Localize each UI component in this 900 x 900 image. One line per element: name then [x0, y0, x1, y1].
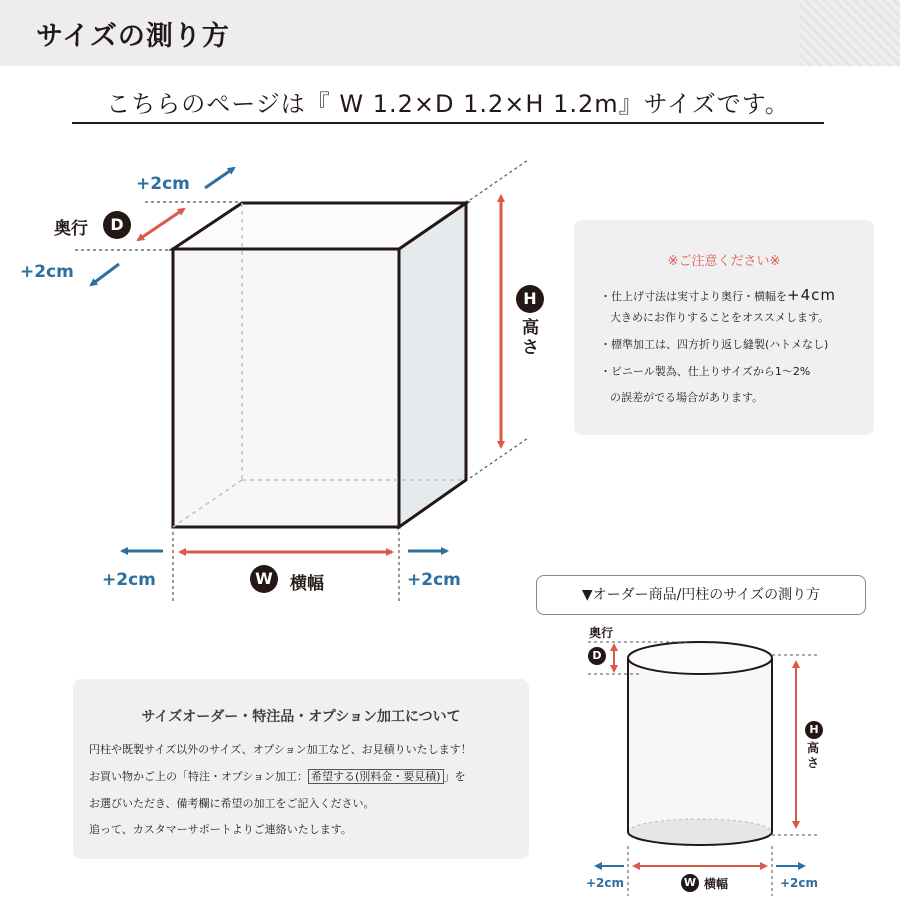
cylinder-section-title: ▼オーダー商品/円柱のサイズの測り方	[536, 575, 866, 615]
depth-label: 奥行	[54, 219, 88, 239]
width-guide-lines	[173, 532, 399, 603]
depth-plus-top-arrow	[205, 168, 234, 188]
custom-order-line-1: 円柱や既製サイズ以外のサイズ、オプション加工など、お見積りいたします！	[89, 743, 472, 756]
notice-title: ※ご注意ください※	[667, 254, 781, 269]
depth-letter-badge: D	[103, 211, 131, 239]
width-letter-badge: W	[250, 565, 278, 593]
cyl-depth-label: 奥行	[589, 626, 614, 640]
depth-plus-left-label: +2cm	[20, 262, 74, 282]
notice-line-3: ・標準加工は、四方折り返し縫製(ハトメなし)	[600, 338, 829, 351]
custom-order-line-2	[89, 768, 466, 784]
size-subtitle: こちらのページは『 W 1.2×D 1.2×H 1.2m』サイズです。	[106, 90, 790, 118]
width-plus-right-label: +2cm	[407, 570, 461, 590]
cylinder-drawing	[628, 642, 773, 845]
custom-order-box	[73, 679, 529, 859]
notice-plus-4cm: +4cm	[787, 286, 836, 304]
depth-plus-left-arrow	[91, 264, 119, 285]
width-plus-left-label: +2cm	[102, 570, 156, 590]
notice-line-2: 大きめにお作りすることをオススメします。	[610, 311, 830, 324]
depth-arrow	[138, 209, 184, 240]
custom-order-title: サイズオーダー・特注品・オプション加工について	[141, 709, 461, 725]
height-letter-badge: H	[516, 285, 544, 313]
cyl-height-letter-badge: H	[805, 721, 823, 739]
notice-line-4: ・ビニール製為、仕上りサイズから1〜2%	[600, 365, 811, 378]
custom-order-line-3: お選びいただき、備考欄に希望の加工をご記入ください。	[89, 797, 375, 810]
cyl-height-label: 高さ	[807, 741, 820, 770]
cyl-width-label: 横幅	[704, 877, 729, 891]
depth-plus-top-label: +2cm	[136, 174, 190, 194]
custom-order-line-2c: 」を	[443, 770, 466, 783]
notice-line-1-text: ・仕上げ寸法は実寸より奥行・横幅を	[600, 290, 787, 303]
box-front-face	[173, 249, 399, 527]
height-guide-lines	[470, 160, 528, 478]
custom-order-line-2a: お買い物かご上の「特注・オプション加工：	[89, 770, 309, 783]
width-label: 横幅	[290, 574, 324, 594]
height-label: 高さ	[522, 318, 539, 358]
cyl-depth-letter-badge: D	[588, 647, 606, 665]
notice-box	[574, 220, 874, 435]
cyl-plus-right-label: +2cm	[780, 876, 819, 890]
page-title: サイズの測り方	[36, 21, 230, 52]
notice-line-1	[600, 286, 836, 304]
box-side-face	[399, 203, 466, 527]
custom-order-option-box: 希望する(別料金・要見積)	[308, 769, 444, 784]
custom-order-line-4: 追って、カスタマーサポートよりご連絡いたします。	[89, 823, 352, 836]
notice-line-5: の誤差がでる場合があります。	[610, 391, 764, 404]
cyl-width-letter-badge: W	[681, 874, 699, 892]
cyl-plus-left-label: +2cm	[586, 876, 625, 890]
